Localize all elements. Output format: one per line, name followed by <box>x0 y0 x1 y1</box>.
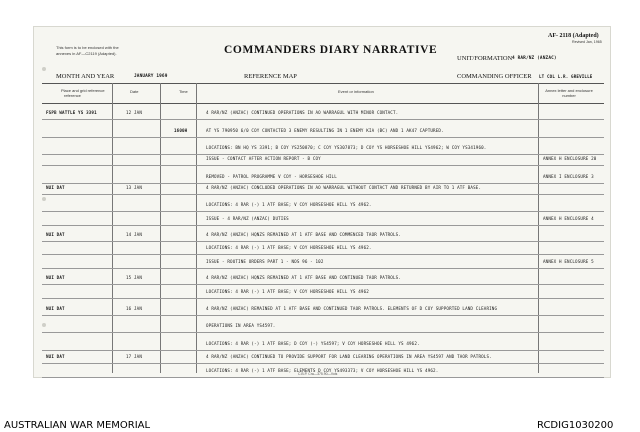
row-place: NUI DAT <box>46 354 65 359</box>
form-number: AF- 2118 (Adapted) <box>548 33 599 39</box>
row-place: NUI DAT <box>46 275 65 280</box>
instruction-line-2: annexes in AF—C2119 (Adapted). <box>56 51 117 56</box>
row-event: 4 RAR/NZ (ANZAC) CONTINUED OPERATIONS IN AO WARRAGUL WITH MINOR CONTACT. <box>206 110 399 115</box>
printer-note: C.B.P. Cra—375.90—Vols <box>298 372 338 376</box>
row-event: ISSUE - ROUTINE ORDERS PART 1 - NOS 96 - 102 <box>206 259 324 264</box>
row-rule <box>42 211 604 212</box>
page-title: COMMANDERS DIARY NARRATIVE <box>224 44 438 56</box>
instruction-line-1: This form is to be enclosed with the <box>56 45 119 50</box>
month-value: JANUARY 1969 <box>134 74 168 79</box>
row-date: 14 JAN <box>126 232 143 237</box>
diary-page <box>33 26 611 378</box>
row-event: LOCATIONS: 4 RAR (-) 1 ATF BASE; V COY HORSESHOE HILL YS 4962. <box>206 245 372 250</box>
form-revision: Revised Jan, 1965 <box>572 40 602 44</box>
row-rule <box>42 225 604 226</box>
row-date: 15 JAN <box>126 275 143 280</box>
row-event: 4 RAR/NZ (ANZAC) CONTINUED TO PROVIDE SUPPORT FOR LAND CLEARING OPERATIONS IN AREA YS4597 AND TAOR PATROLS. <box>206 354 492 359</box>
col-divider <box>196 83 197 373</box>
row-rule <box>42 165 604 166</box>
row-annex: ANNEX H ENCLOSURE 4 <box>543 216 594 221</box>
col-header-place-line2: reference <box>64 93 81 98</box>
row-rule <box>42 137 604 138</box>
commanding-officer-label: COMMANDING OFFICER <box>457 73 532 80</box>
row-place: FSPB WATTLE YS 3391 <box>46 110 97 115</box>
row-annex: ANNEX H ENCLOSURE 20 <box>543 156 597 161</box>
month-label: MONTH AND YEAR <box>56 73 115 80</box>
row-place: NUI DAT <box>46 232 65 237</box>
unit-value: 4 RAR/NZ (ANZAC) <box>512 56 557 61</box>
binder-holes <box>42 67 46 327</box>
row-event: LOCATIONS: 4 RAR (-) 1 ATF BASE; V COY HORSESHOE HILL YS 4962 <box>206 289 369 294</box>
row-rule <box>42 284 604 285</box>
row-event: 4 RAR/NZ (ANZAC) REMAINED AT 1 ATF BASE AND CONTINUED TAOR PATROLS. ELEMENTS OF D COY SUPPORTED LAND CLEARING <box>206 306 498 311</box>
row-date: 12 JAN <box>126 110 143 115</box>
row-rule <box>42 363 604 364</box>
row-rule <box>42 350 604 351</box>
row-rule <box>42 119 604 120</box>
row-rule <box>42 332 604 333</box>
row-time: 1600H <box>174 128 188 133</box>
col-divider <box>160 83 161 373</box>
row-place: NUI DAT <box>46 185 65 190</box>
row-annex: ANNEX H ENCLOSURE 5 <box>543 259 594 264</box>
row-event: AT YS 790950 6/0 COY CONTACTED 3 ENEMY RESULTING IN 1 ENEMY KIA (BC) AND 1 AK47 CAPTURED. <box>206 128 444 133</box>
row-rule <box>42 298 604 299</box>
row-rule <box>42 194 604 195</box>
col-header-event: Event or information <box>338 89 374 94</box>
row-rule <box>42 268 604 269</box>
row-event: 4 RAR/NZ (ANZAC) HQNZS REMAINED AT 1 ATF BASE AND CONTINUED TAOR PATROLS. <box>206 275 401 280</box>
footer-institution: AUSTRALIAN WAR MEMORIAL <box>4 420 151 431</box>
row-rule <box>42 377 604 378</box>
row-date: 13 JAN <box>126 185 143 190</box>
row-date: 16 JAN <box>126 306 143 311</box>
row-event: LOCATIONS: 4 RAR (-) 1 ATF BASE; ELEMENTS D COY YS493373; V COY HORSESHOE HILL YS 4962. <box>206 368 439 373</box>
col-divider <box>538 83 539 373</box>
binder-hole <box>42 323 46 327</box>
row-event: ISSUE - CONTACT AFTER ACTION REPORT - B COY <box>206 156 321 161</box>
row-rule <box>42 241 604 242</box>
row-rule <box>42 254 604 255</box>
row-event: 4 RAR/NZ (ANZAC) CONCLUDED OPERATIONS IN AO WARRAGUL WITHOUT CONTACT AND RETURNED BY AIR TO 1 ATF BASE. <box>206 185 482 190</box>
row-event: REMOVED - PATROL PROGRAMME V COY - HORSESHOE HILL <box>206 174 337 179</box>
row-event: ISSUE - 4 RAR/NZ (ANZAC) DUTIES <box>206 216 289 221</box>
row-rule <box>42 315 604 316</box>
row-event: OPERATIONS IN AREA YS4597. <box>206 323 276 328</box>
reference-map-label: REFERENCE MAP <box>244 73 297 80</box>
row-event: LOCATIONS: BN HQ YS 3391; B COY YS250870; C COY YS307873; D COY YS HORSESHOE HILL YS4962; W COY YS341960. <box>206 145 487 150</box>
row-place: NUI DAT <box>46 306 65 311</box>
row-rule <box>42 183 604 184</box>
col-divider <box>112 83 113 373</box>
row-event: 4 RAR/NZ (ANZAC) HQNZS REMAINED AT 1 ATF BASE AND COMMENCED TAOR PATROLS. <box>206 232 401 237</box>
column-header-rule <box>42 103 604 104</box>
col-header-time: Time <box>179 89 188 94</box>
col-header-place: Place and grid reference <box>61 88 105 93</box>
unit-label: UNIT/FORMATION <box>457 55 513 62</box>
col-header-annex: Annex letter and enclosure number <box>545 88 593 98</box>
header-rule <box>42 83 604 84</box>
binder-hole <box>42 197 46 201</box>
row-event: LOCATIONS: 4 RAR (-) 1 ATF BASE; D COY (-) YS4597; V COY HORSESHOE HILL YS 4962. <box>206 341 420 346</box>
row-annex: ANNEX I ENCLOSURE 3 <box>543 174 594 179</box>
row-event: LOCATIONS: 4 RAR (-) 1 ATF BASE; V COY HORSESHOE HILL YS 4962. <box>206 202 372 207</box>
binder-hole <box>42 67 46 71</box>
row-rule <box>42 154 604 155</box>
row-date: 17 JAN <box>126 354 143 359</box>
commanding-officer-value: LT COL L.R. GREVILLE <box>539 74 593 79</box>
col-header-date: Date <box>130 89 139 94</box>
footer-reference-id: RCDIG1030200 <box>537 420 614 431</box>
